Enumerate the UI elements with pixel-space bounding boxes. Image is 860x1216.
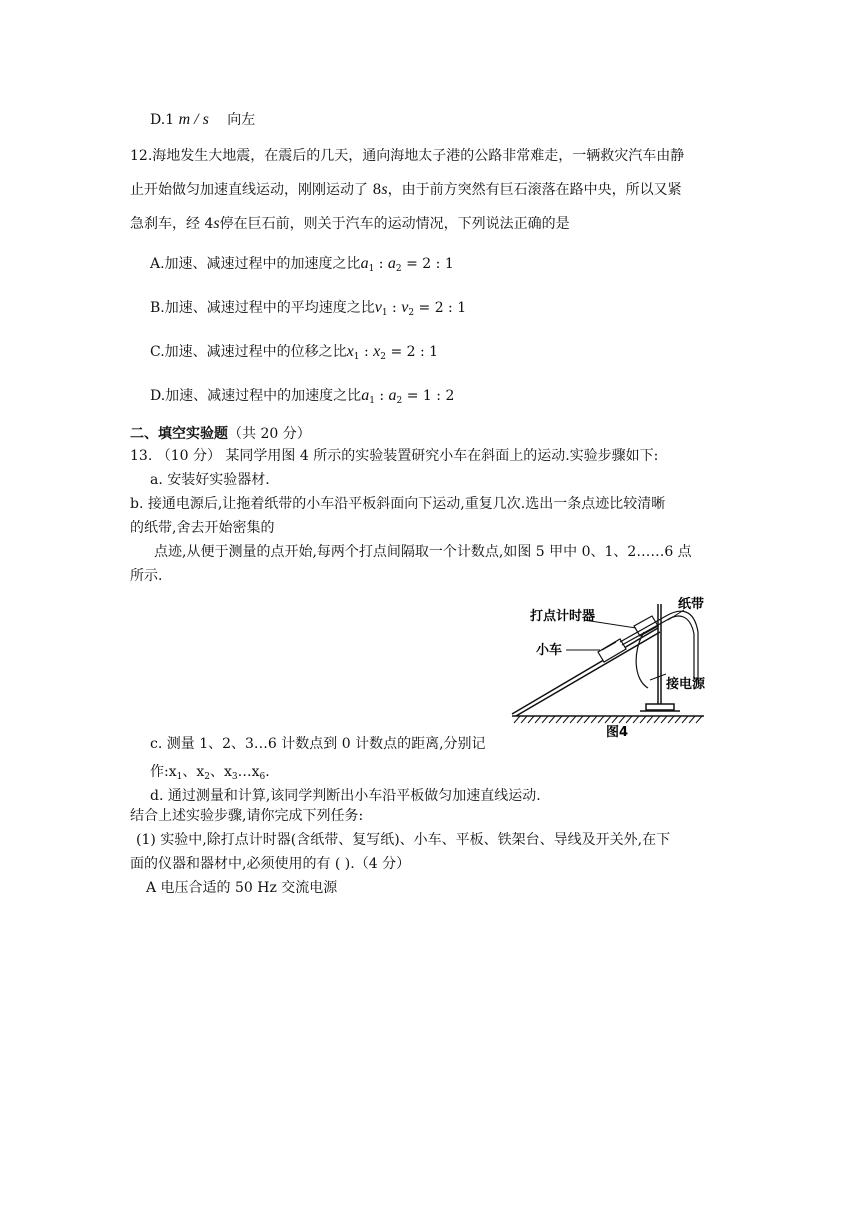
paper-tape bbox=[620, 611, 698, 680]
ground-hatch-mark bbox=[633, 716, 639, 723]
q13-step-d: d. 通过测量和计算,该同学判断出小车沿平板做匀加速直线运动. bbox=[150, 788, 541, 804]
q13-task-1-line-2: 面的仪器和器材中,必须使用的有 ( ).（4 分） bbox=[130, 856, 411, 872]
ground-hatch-mark bbox=[577, 716, 583, 723]
ground-hatch-mark bbox=[689, 716, 695, 723]
label-power: 接电源 bbox=[666, 677, 706, 692]
ground-hatch-mark bbox=[542, 716, 548, 723]
ground-hatch-mark bbox=[598, 716, 604, 723]
ground-hatch-mark bbox=[570, 716, 576, 723]
ground-hatch-mark bbox=[612, 716, 618, 723]
q12-option-a: A.加速、减速过程中的加速度之比$a_1$ : $a_2 = 2$ : 1 bbox=[150, 255, 454, 274]
ground-hatch-mark bbox=[605, 716, 611, 723]
label-cart: 小车 bbox=[536, 643, 563, 658]
ground-hatch-mark bbox=[696, 716, 702, 723]
q13-option-a: A 电压合适的 50 Hz 交流电源 bbox=[146, 880, 338, 896]
ground-hatch-mark bbox=[591, 716, 597, 723]
q12-stem-line-3: 急刹车，经 4s停在巨石前，则关于汽车的运动情况，下列说法正确的是 bbox=[130, 215, 570, 232]
q12-option-b: B.加速、减速过程中的平均速度之比$v_1$ : $v_2 = 2$ : 1 bbox=[150, 299, 467, 318]
q11-option-d: D.1 m / s 向左 bbox=[150, 111, 256, 128]
ground-hatch-mark bbox=[563, 716, 569, 723]
ground-hatch-mark bbox=[584, 716, 590, 723]
ground-hatch-mark bbox=[640, 716, 646, 723]
ground-hatch-mark bbox=[521, 716, 527, 723]
ground-hatch-mark bbox=[661, 716, 667, 723]
label-timer: 打点计时器 bbox=[530, 609, 596, 624]
ground-hatch-mark bbox=[549, 716, 555, 723]
q12-stem-line-2: 止开始做匀加速直线运动，刚刚运动了 8s，由于前方突然有巨石滚落在路中央，所以又紧 bbox=[130, 181, 682, 198]
figure-4-apparatus bbox=[508, 592, 738, 742]
ground-hatch-mark bbox=[535, 716, 541, 723]
q13-step-b-line-1: b. 接通电源后,让拖着纸带的小车沿平板斜面向下运动,重复几次.选出一条点迹比较清晰 bbox=[130, 496, 666, 512]
q12-option-d: D.加速、减速过程中的加速度之比$a_1$ : $a_2 = 1$ : 2 bbox=[150, 387, 455, 406]
q13-step-b-line-3: 点迹,从便于测量的点开始,每两个打点间隔取一个计数点,如图 5 甲中 0、1、2……6 点 bbox=[154, 544, 692, 560]
cart bbox=[598, 639, 626, 662]
q12-stem-line-1: 12.海地发生大地震，在震后的几天，通向海地太子港的公路非常难走，一辆救灾汽车由静 bbox=[130, 148, 685, 164]
q13-task-1-line-1: (1) 实验中,除打点计时器(含纸带、复写纸)、小车、平板、铁架台、导线及开关外,在下 bbox=[136, 832, 671, 848]
ground-hatch-mark bbox=[647, 716, 653, 723]
timer bbox=[634, 616, 658, 636]
ground bbox=[512, 716, 704, 723]
ground-hatch-mark bbox=[675, 716, 681, 723]
q13-step-b-line-4: 所示. bbox=[130, 568, 163, 584]
ground-hatch-mark bbox=[654, 716, 660, 723]
q13-task-intro: 结合上述实验步骤,请你完成下列任务: bbox=[130, 808, 364, 824]
q13-step-c-line-1: c. 测量 1、2、3…6 计数点到 0 计数点的距离,分别记 bbox=[150, 736, 486, 752]
label-tape: 纸带 bbox=[678, 597, 705, 612]
q13-intro: 13. （10 分） 某同学用图 4 所示的实验装置研究小车在斜面上的运动.实验步骤如下: bbox=[130, 448, 659, 464]
q13-step-b-line-2: 的纸带,舍去开始密集的 bbox=[130, 520, 275, 536]
q13-step-a: a. 安装好实验器材. bbox=[150, 472, 270, 488]
ground-hatch-mark bbox=[682, 716, 688, 723]
ground-hatch-mark bbox=[556, 716, 562, 723]
figure-caption: 图4 bbox=[606, 725, 629, 740]
section-heading: 二、填空实验题（共 20 分） bbox=[130, 426, 311, 442]
ground-hatch-mark bbox=[668, 716, 674, 723]
ground-hatch-mark bbox=[619, 716, 625, 723]
ground-hatch-mark bbox=[626, 716, 632, 723]
q13-step-c-line-2: 作$:x_1$、$x_2$、$x_3\dots x_6$. bbox=[150, 764, 270, 782]
ground-hatch-mark bbox=[528, 716, 534, 723]
q12-option-c: C.加速、减速过程中的位移之比$x_1$ : $x_2 = 2$ : 1 bbox=[150, 343, 439, 362]
ground-hatch-mark bbox=[514, 716, 520, 723]
